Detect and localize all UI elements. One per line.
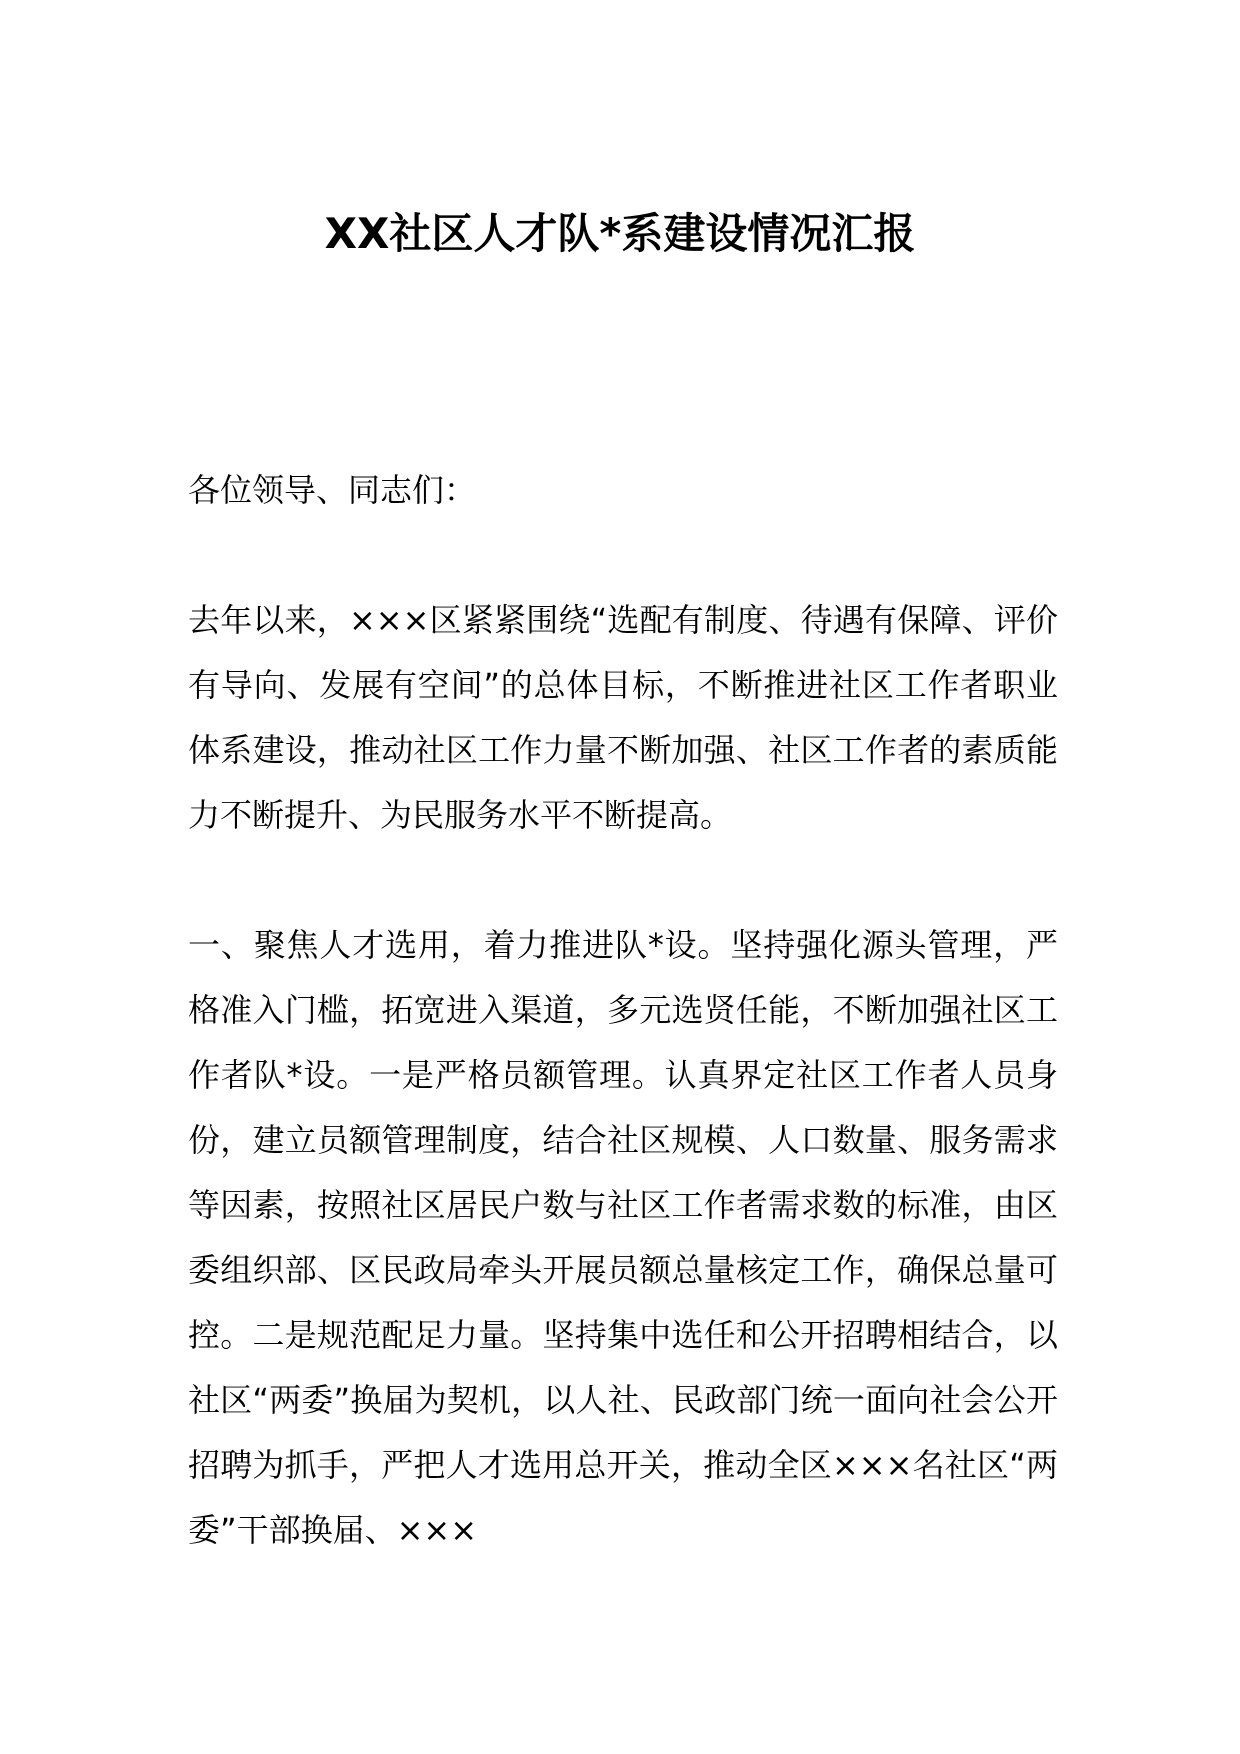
document-title: XX社区人才队*系建设情况汇报	[324, 209, 916, 258]
paragraph-section-one: 一、聚焦人才选用，着力推进队*设。坚持强化源头管理，严格准入门槛，拓宽进入渠道，多元选贤任能，不断加强社区工作者队*设。一是严格员额管理。认真界定社区工作者人员身份，建立员额管理制度，结合社区规模、人口数量、服务需求等因素，按照社区居民户数与社区工作者需求数的标准，由区委组织部、区民政局牵头开展员额总量核定工作，确保总量可控。二是规范配足力量。坚持集中选任和公开招聘相结合，以社区“两委”换届为契机，以人社、民政部门统一面向社会公开招聘为抓手，严把人才选用总开关，推动全区×××名社区“两委”干部换届、×××	[188, 926, 1058, 1549]
document-body	[188, 458, 1058, 1628]
salutation: 各位领导、同志们：	[188, 471, 477, 509]
paragraph-intro: 去年以来，×××区紧紧围绕“选配有制度、待遇有保障、评价有导向、发展有空间”的总体目标，不断推进社区工作者职业体系建设，推动社区工作力量不断加强、社区工作者的素质能力不断提升、为民服务水平不断提高。	[188, 601, 1058, 834]
